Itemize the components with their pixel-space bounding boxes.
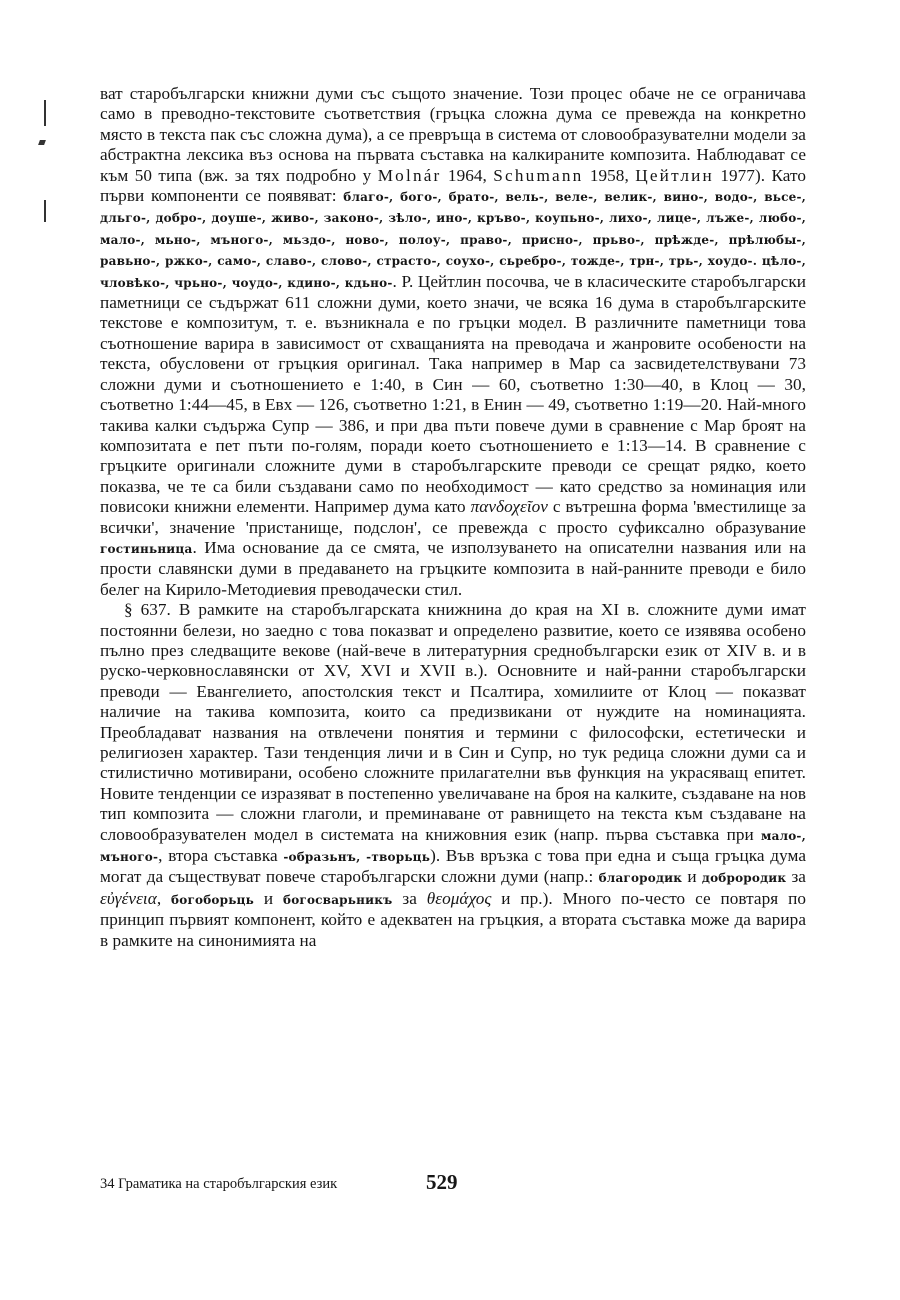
- text-run: и: [682, 867, 702, 887]
- text-run: 1964,: [441, 165, 494, 185]
- page-body: [100, 84, 806, 951]
- page-number: 529: [426, 1170, 458, 1194]
- text-run: за: [392, 888, 427, 908]
- paragraph-1: [100, 84, 806, 600]
- greek-term: θεομάχος: [426, 888, 492, 908]
- old-bulgarian-term: мало-, мъного-: [100, 828, 806, 865]
- text-run: 1958,: [583, 165, 636, 185]
- text-run: ). Във връзка с това при една и съща гръцка дума могат да съществуват повече старобългарски сложни думи (напр.:: [100, 846, 806, 887]
- old-bulgarian-term: богоборьць: [171, 892, 254, 907]
- author-name: Schumann: [493, 165, 584, 185]
- text-run: , втора съставка: [158, 846, 284, 866]
- text-run: за: [786, 867, 806, 887]
- margin-rule-lower: [44, 200, 46, 222]
- text-run: и: [253, 888, 283, 908]
- text-run: . Р. Цейтлин посочва, че в класическите старобългарски паметници се съдържат 611 сложни думи, което значи, че всяка 16 дума в старобългарските текстове е композитум, т. е. възникнала е по гръцки модел. В различните паметници това съотношение варира в зависимост от схващанията на преводача и жанровите особености на текста, обусловени от гръцкия оригинал. Така например в Мар са засвидетелствувани 73 сложни думи и съотношението е 1:40, в Син — 60, съответно 1:30—40, в Клоц — 30, съответно 1:44—45, в Евх — 126, съответно 1:21, в Енин — 49, съответно 1:19—20. Най-много такива калки съдържа Супр — 386, и при два пъти повече думи в сравнение с Мар броят на композитата е пет пъти по-голям, поради което съотношението е 1:13—14. В сравнение с гръцките оригинали сложните думи в старобългарските преводи се срещат рядко, което показва, че те са били създавани само по необходимост — като средство за номинация или повисоки книжни елементи. Например дума като: [100, 271, 807, 517]
- greek-term: εὐγένεια: [100, 888, 157, 908]
- greek-term: πανδοχεῖον: [470, 497, 548, 517]
- text-run: § 637. В рамките на старобългарската книжнина до края на XI в. сложните думи имат постоянни белези, но заедно с това показват и определено развитие, което се изявява особено пълно през следващите векове (най-вече в литературния среднобългарски език от XIV в. и в руско-черковнославянски от XV, XVI и XVII в.). Основните и най-ранни старобългарски преводи — Евангелието, апостолския текст и Псалтира, хомилиите от Клоц — показват наличие на такива композита, които са предизвикани от нуждите на номинацията. Преобладават названия на отвлечени понятия и термини с философски, естетически и религиозен характер. Тази тенденция личи и в Син и Супр, но тук редица сложни думи са и стилистично мотивирани, особено сложните прилагателни във функция на украсяващ епитет. Новите тенденции се изразяват в постепенно увеличаване на броя на калките, създаване на нов тип композита — сложни глаголи, и преминаване от равнището на текста към създаване на словообразувателен модел в системата на книжовния език (напр. първа съставка при: [100, 600, 806, 844]
- old-bulgarian-term: -образьнъ, -творьць: [283, 850, 431, 865]
- old-bulgarian-term: гостиньница: [100, 541, 193, 556]
- author-name: Molnár: [377, 165, 442, 185]
- page-footer: [100, 1170, 806, 1200]
- signature-mark: 34 Граматика на старобългарския език: [100, 1176, 338, 1192]
- margin-rule-top: [44, 100, 46, 126]
- text-run: 1977). Като първи компоненти се появяват:: [100, 165, 806, 206]
- old-bulgarian-term: доброродик: [701, 871, 787, 886]
- text-run: ват старобългарски книжни думи със същото значение. Този процес обаче не се ограничава само в преводно-текстовите съответствия (гръцка сложна дума се превежда на конкретно място в текста пак със сложна дума), а се превръща в система от словообразувателни модели за абстрактна лексика въз основа на първата съставка на калкираните композита. Наблюдават се към 50 типа (вж. за тях подробно у: [100, 84, 806, 185]
- old-bulgarian-term: богосварьникъ: [282, 892, 393, 907]
- text-run: и пр.). Много по-често се повтаря по принцип първият компонент, който е адекватен на гръцкия, а втората съставка може да варира в рамките на синонимията на: [100, 888, 806, 950]
- text-run: с вътрешна форма 'вместилище за всички', значение 'пристанище, подслон', се превежда с просто суфиксално образувание: [100, 497, 806, 537]
- old-bulgarian-term: благо-, бого-, брато-, вель-, веле-, велик-, вино-, водо-, вьсе-, дльго-, добро-, доуше-, живо-, законо-, зѣло-, ино-, кръво-, коупьно-, лихо-, лице-, лъже-, любо-, мало-, мьно-, мъного-, мьздо-, ново-, полоу-, право-, присно-, прьво-, прѣжде-, прѣлюбы-, равьно-, ржко-, само-, славо-, слово-, страсто-, соухо-, сьребро-, тожде-, трн-, трь-, хоудо-. цѣло-, чловѣко-, чрьно-, чоудо-, кдино-, кдьно-: [100, 190, 806, 290]
- text-run: ,: [156, 888, 172, 908]
- old-bulgarian-term: благородик: [598, 871, 683, 886]
- margin-mark-dot: [38, 140, 46, 145]
- author-name: Цейтлин: [635, 165, 714, 185]
- text-run: . Има основание да се смята, че използуването на описателни названия или на прости славянски думи в предаването на гръцките композита в най-ранните преводи е било белег на Кирило-Методиевия преводачески стил.: [100, 537, 806, 599]
- paragraph-2-section-637: [100, 600, 806, 951]
